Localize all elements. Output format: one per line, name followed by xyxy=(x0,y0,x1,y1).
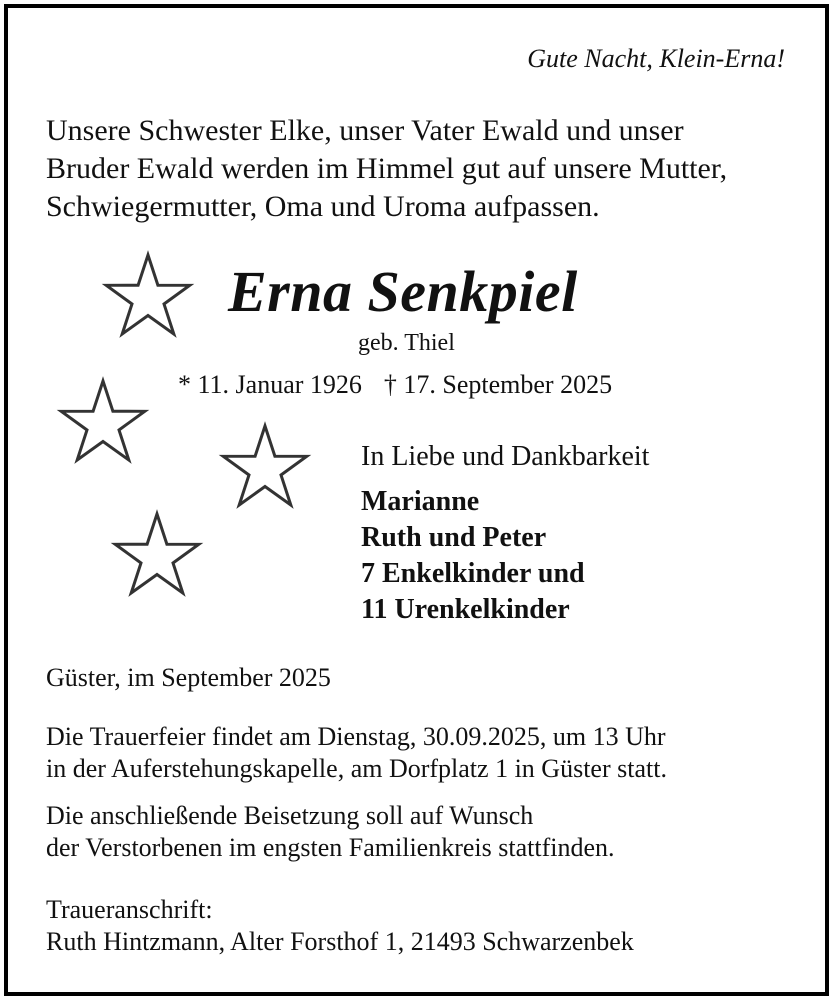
burial-line: der Verstorbenen im engsten Familienkreis stattfinden. xyxy=(46,833,615,862)
intro-paragraph xyxy=(46,112,727,226)
burial-info xyxy=(46,800,615,864)
birth-name: geb. Thiel xyxy=(358,330,455,356)
motto-text: Gute Nacht, Klein-Erna! xyxy=(527,44,785,73)
star-icon xyxy=(112,511,202,591)
mourner-name: 7 Enkelkinder und xyxy=(361,558,585,589)
intro-line: Unsere Schwester Elke, unser Vater Ewald und unser xyxy=(46,114,684,147)
mourning-address xyxy=(46,894,634,958)
mourners-list xyxy=(361,484,585,628)
mourner-name: Marianne xyxy=(361,486,480,517)
birth-date: * 11. Januar 1926 xyxy=(178,370,362,399)
intro-line: Bruder Ewald werden im Himmel gut auf unsere Mutter, xyxy=(46,152,728,185)
burial-line: Die anschließende Beisetzung soll auf Wunsch xyxy=(46,801,534,830)
intro-line: Schwiegermutter, Oma und Uroma aufpassen. xyxy=(46,190,600,223)
mourner-name: 11 Urenkelkinder xyxy=(361,594,570,625)
star-icon xyxy=(58,378,148,458)
service-line: Die Trauerfeier findet am Dienstag, 30.09.2025, um 13 Uhr xyxy=(46,722,666,751)
place-date: Güster, im September 2025 xyxy=(46,663,331,692)
deceased-name: Erna Senkpiel xyxy=(228,259,578,324)
death-date: † 17. September 2025 xyxy=(383,370,613,399)
mourner-name: Ruth und Peter xyxy=(361,522,547,553)
address-value: Ruth Hintzmann, Alter Forsthof 1, 21493 Schwarzenbek xyxy=(46,927,634,956)
service-line: in der Auferstehungskapelle, am Dorfplatz 1 in Güster statt. xyxy=(46,754,667,783)
star-icon xyxy=(220,423,310,503)
address-label: Traueranschrift: xyxy=(46,895,213,924)
star-icon xyxy=(103,252,193,332)
dedication-text: In Liebe und Dankbarkeit xyxy=(361,441,650,472)
funeral-service-info xyxy=(46,721,667,785)
life-dates xyxy=(178,370,612,400)
